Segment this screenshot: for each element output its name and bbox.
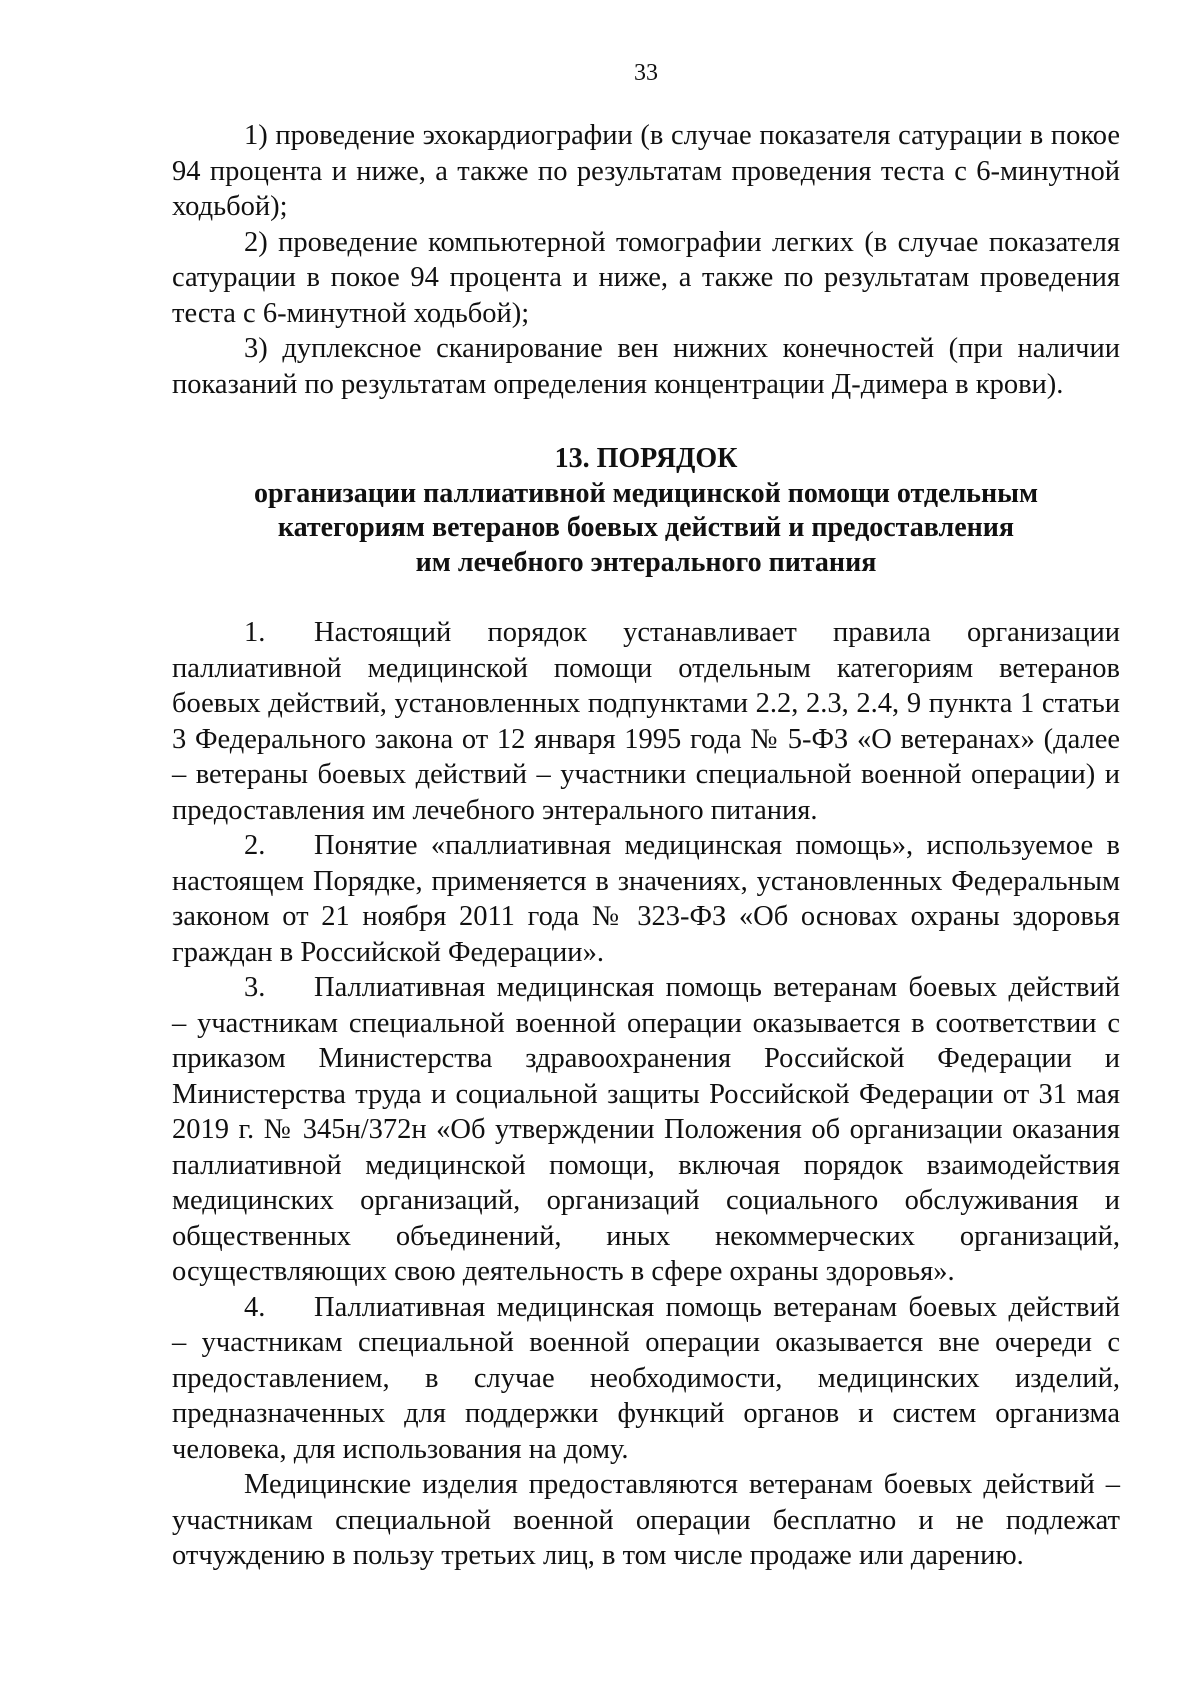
document-body bbox=[172, 118, 1120, 1574]
section-title: 13. ПОРЯДОК bbox=[554, 443, 738, 474]
numbered-paragraph bbox=[172, 1290, 1120, 1468]
section-heading bbox=[172, 442, 1120, 580]
final-paragraph: Медицинские изделия предоставляются ветеранам боевых действий – участникам специальной военной операции бесплатно и не подлежат отчуждению в пользу третьих лиц, в том числе продаже или дарению. bbox=[172, 1469, 1120, 1571]
numbered-paragraph bbox=[172, 828, 1120, 970]
paragraph-number: 1. bbox=[244, 617, 266, 648]
paragraph-number: 2. bbox=[244, 830, 266, 861]
section-subtitle-line: организации паллиативной медицинской помощи отдельным bbox=[253, 477, 1039, 509]
numbered-paragraph bbox=[172, 970, 1120, 1290]
paragraph-text: Понятие «паллиативная медицинская помощь», используемое в настоящем Порядке, применяется в значениях, установленных Федеральным законом от 21 ноября 2011 года № 323-ФЗ «Об основах охраны здоровья граждан в Российской Федерации». bbox=[172, 830, 1120, 968]
paragraph-text: Паллиативная медицинская помощь ветеранам боевых действий – участникам специальной военной операции оказывается в соответствии с приказом Министерства здравоохранения Российской Федерации и Министерства труда и социальной защиты Российской Федерации от 31 мая 2019 г. № 345н/372н «Об утверждении Положения об организации оказания паллиативной медицинской помощи, включая порядок взаимодействия медицинских организаций, организаций социального обслуживания и общественных объединений, иных некоммерческих организаций, осуществляющих свою деятельность в сфере охраны здоровья». bbox=[172, 972, 1120, 1287]
section-subtitle-line: им лечебного энтерального питания bbox=[415, 546, 877, 578]
numbered-paragraph bbox=[172, 615, 1120, 828]
paragraph-number: 3. bbox=[244, 972, 266, 1003]
paragraph-number: 4. bbox=[244, 1291, 266, 1323]
list-item: 2) проведение компьютерной томографии легких (в случае показателя сатурации в покое 94 процента и ниже, а также по результатам проведения теста с 6-минутной ходьбой); bbox=[172, 226, 1120, 329]
page-number: 33 bbox=[634, 60, 658, 86]
list-item: 1) проведение эхокардиографии (в случае показателя сатурации в покое 94 процента и ниже, а также по результатам проведения теста с 6-минутной ходьбой); bbox=[172, 120, 1120, 222]
paragraph-text: Паллиативная медицинская помощь ветеранам боевых действий – участникам специальной военной операции оказывается вне очереди с предоставлением, в случае необходимости, медицинских изделий, предназначенных для поддержки функций органов и систем организма человека, для использования на дому. bbox=[172, 1291, 1120, 1465]
section-subtitle-line: категориям ветеранов боевых действий и предоставления bbox=[277, 512, 1015, 543]
paragraph-text: Настоящий порядок устанавливает правила организации паллиативной медицинской помощи отдельным категориям ветеранов боевых действий, установленных подпунктами 2.2, 2.3, 2.4, 9 пункта 1 статьи 3 Федерального закона от 12 января 1995 года № 5-ФЗ «О ветеранах» (далее – ветераны боевых действий – участники специальной военной операции) и предоставления им лечебного энтерального питания. bbox=[172, 617, 1120, 826]
list-item: 3) дуплексное сканирование вен нижних конечностей (при наличии показаний по результатам определения концентрации Д-димера в крови). bbox=[172, 333, 1120, 400]
